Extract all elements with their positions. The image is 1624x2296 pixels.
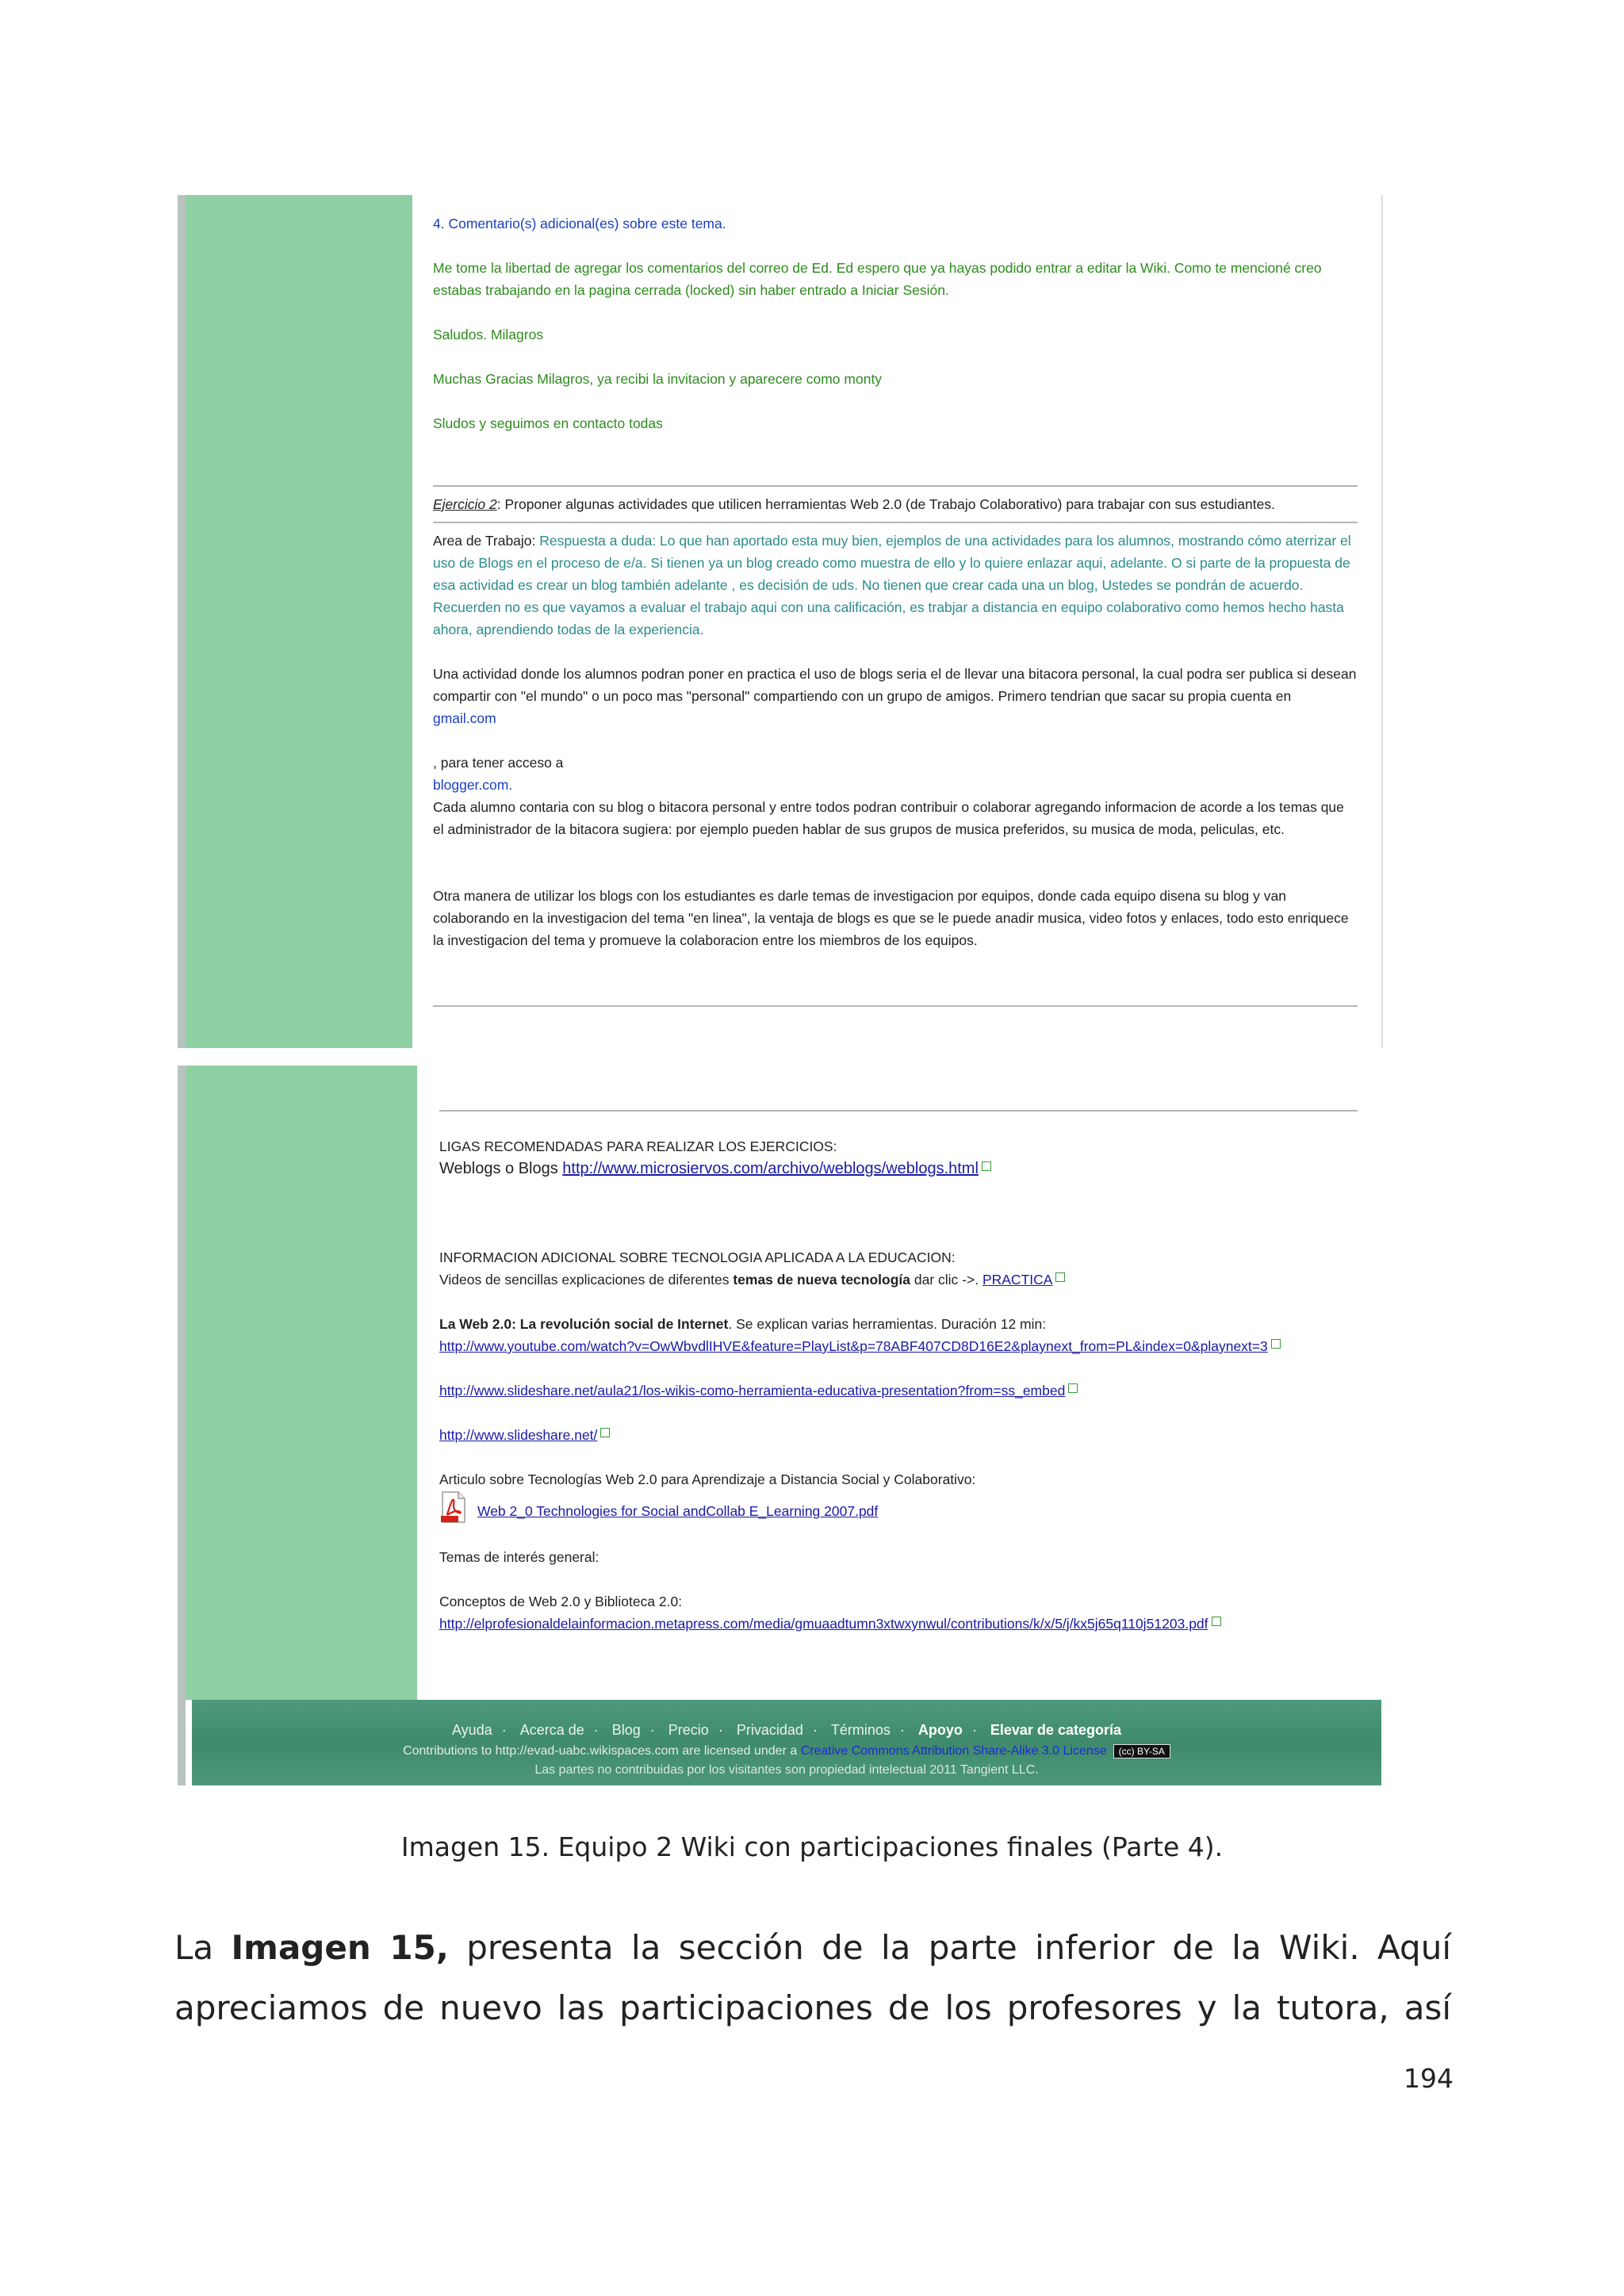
weblogs-label: Weblogs o Blogs	[439, 1160, 563, 1177]
articulo-text: Articulo sobre Tecnologías Web 2.0 para Aprendizaje a Distancia Social y Colaborativo:	[439, 1471, 976, 1487]
web20-line	[439, 1313, 1358, 1335]
videos-pre: Videos de sencillas explicaciones de diferentes	[439, 1272, 733, 1288]
metapress-link[interactable]: http://elprofesionaldelainformacion.metapress.com/media/gmuaadtumn3xtwxynwul/contributions/k/x/5/j/kx5j65q110j51203.pdf	[439, 1616, 1208, 1632]
activity-paragraph: Otra manera de utilizar los blogs con los estudiantes es darle temas de investigacion por equipos, donde cada equipo disena su blog y van colaborando en la investigacion del tema "en linea", la ventaja de blogs es que se le puede anadir musica, video fotos y enlaces, todo esto enriquece la investigacion del tema y promueve la colaboracion entre los miembros de los equipos.	[433, 888, 1349, 948]
external-link-icon	[600, 1428, 610, 1437]
comment-heading: 4. Comentario(s) adicional(es) sobre este tema.	[433, 216, 726, 232]
videos-bold: temas de nueva tecnología	[733, 1272, 911, 1288]
ligas-heading: LIGAS RECOMENDADAS PARA REALIZAR LOS EJERCICIOS:	[439, 1138, 837, 1154]
comment-paragraph: Saludos. Milagros	[433, 327, 544, 342]
pdf-attachment	[439, 1490, 1358, 1524]
area-label: Area de Trabajo:	[433, 533, 540, 549]
web20-bold: La Web 2.0: La revolución social de Internet	[439, 1316, 729, 1332]
pdf-link[interactable]: Web 2_0 Technologies for Social andCollab E_Learning 2007.pdf	[477, 1503, 879, 1519]
comment-paragraph: Me tome la libertad de agregar los comentarios del correo de Ed. Ed espero que ya hayas podido entrar a editar la Wiki. Como te mencioné creo estabas trabajando en la pagina cerrada (locked) sin haber entrado a Iniciar Sesión.	[433, 260, 1322, 298]
videos-post: dar clic ->.	[910, 1272, 982, 1288]
conceptos-text: Conceptos de Web 2.0 y Biblioteca 2.0:	[439, 1594, 683, 1609]
footer-rights: Las partes no contribuidas por los visitantes son propiedad intelectual 2011 Tangient LLC.	[534, 1763, 1039, 1777]
weblogs-line	[439, 1158, 1358, 1180]
footer-link-acerca[interactable]: Acerca de	[519, 1722, 584, 1738]
body-line	[174, 1928, 1451, 1967]
page-number: 194	[1404, 2063, 1454, 2094]
footer-nav: Ayuda · Acerca de · Blog · Precio · Privacidad · Términos · Apoyo · Elevar de categoría	[452, 1722, 1121, 1738]
wiki-sidebar	[178, 195, 412, 1048]
blogger-link[interactable]: blogger.com.	[433, 777, 513, 793]
exercise-line	[433, 493, 1358, 515]
wiki-screenshot-bottom	[178, 1066, 1381, 1785]
wiki-content-top	[433, 195, 1381, 1048]
body-text: La	[174, 1928, 232, 1967]
footer-link-ayuda[interactable]: Ayuda	[452, 1722, 492, 1738]
wiki-edge	[178, 195, 186, 1048]
external-link-icon	[1055, 1272, 1065, 1282]
gmail-link[interactable]: gmail.com	[433, 710, 496, 726]
footer-link-terminos[interactable]: Términos	[830, 1722, 891, 1738]
practica-link[interactable]: PRACTICA	[982, 1272, 1053, 1288]
info-heading: INFORMACION ADICIONAL SOBRE TECNOLOGIA APLICADA A LA EDUCACION:	[439, 1249, 956, 1265]
external-link-icon	[1271, 1339, 1281, 1349]
slideshare-line	[439, 1380, 1358, 1402]
divider	[439, 1110, 1358, 1112]
body-bold: Imagen 15,	[231, 1928, 449, 1967]
videos-line	[439, 1269, 1358, 1291]
comment-paragraph: Muchas Gracias Milagros, ya recibi la invitacion y aparecere como monty	[433, 371, 883, 387]
footer-license	[192, 1744, 1381, 1758]
metapress-line	[439, 1613, 1358, 1635]
footer-link-privacidad[interactable]: Privacidad	[736, 1722, 803, 1738]
footer-link-apoyo[interactable]: Apoyo	[917, 1722, 963, 1738]
wiki-footer	[192, 1700, 1381, 1785]
weblogs-link[interactable]: http://www.microsiervos.com/archivo/weblogs/weblogs.html	[562, 1160, 979, 1177]
activity-paragraph: Cada alumno contaria con su blog o bitacora personal y entre todos podran contribuir o colaborar agregando informacion de acorde a los temas que el administrador de la bitacora sugiera: por ejemplo pueden hablar de sus grupos de musica preferidos, su musica de moda, peliculas, etc.	[433, 799, 1344, 837]
license-link[interactable]: Creative Commons Attribution Share-Alike 3.0 License	[800, 1744, 1107, 1758]
area-text: Respuesta a duda: Lo que han aportado esta muy bien, ejemplos de una actividades para los alumnos, mostrando cómo aterrizar el uso de Blogs en el proceso de e/a. Si tienen ya un blog creado como muestra de ello y lo quiere enlazar aqui, adelante. O si parte de la propuesta de esa actividad es crear un blog también adelante , es decisión de uds. No tienen que crear cada una un blog, Ustedes se pondrán de acuerdo. Recuerden no es que vayamos a evaluar el trabajo aqui con una calificación, es trabjar a distancia en equipo colaborativo como hemos hecho hasta ahora, aprendiendo todas de la experiencia.	[433, 533, 1351, 637]
footer-link-elevar[interactable]: Elevar de categoría	[990, 1722, 1121, 1738]
web20-text: . Se explican varias herramientas. Duración 12 min:	[728, 1316, 1047, 1332]
slideshare-home-link[interactable]: http://www.slideshare.net/	[439, 1427, 598, 1443]
body-text: presenta la sección de la parte inferior de la Wiki. Aquí	[448, 1928, 1452, 1967]
wiki-screenshot-top	[178, 195, 1383, 1048]
cc-badge-icon[interactable]: (cc) BY-SA	[1113, 1744, 1170, 1758]
pdf-icon	[439, 1490, 468, 1524]
body-line: apreciamos de nuevo las participaciones de los profesores y la tutora, así	[174, 1988, 1451, 2027]
wiki-content-bottom	[439, 1066, 1381, 1700]
comment-paragraph: Sludos y seguimos en contacto todas	[433, 415, 663, 431]
exercise-text: : Proponer algunas actividades que utilicen herramientas Web 2.0 (de Trabajo Colaborativo) para trabajar con sus estudiantes.	[496, 496, 1275, 512]
slideshare-link[interactable]: http://www.slideshare.net/aula21/los-wikis-como-herramienta-educativa-presentation?from=ss_embed	[439, 1383, 1066, 1399]
footer-link-blog[interactable]: Blog	[611, 1722, 641, 1738]
figure-caption: Imagen 15. Equipo 2 Wiki con participaciones finales (Parte 4).	[400, 1831, 1224, 1862]
footer-link-precio[interactable]: Precio	[668, 1722, 709, 1738]
youtube-line	[439, 1335, 1358, 1357]
youtube-link[interactable]: http://www.youtube.com/watch?v=OwWbvdlIHVE&feature=PlayList&p=78ABF407CD8D16E2&playnext_from=PL&index=0&playnext=3	[439, 1338, 1268, 1354]
divider	[433, 522, 1358, 523]
temas-text: Temas de interés general:	[439, 1549, 599, 1565]
divider	[433, 485, 1358, 487]
wiki-sidebar	[178, 1066, 417, 1700]
external-link-icon	[1212, 1617, 1221, 1626]
activity-paragraph: , para tener acceso a	[433, 755, 564, 771]
activity-paragraph: Una actividad donde los alumnos podran poner en practica el uso de blogs seria el de llevar una bitacora personal, la cual podra ser publica si desean compartir con "el mundo" o un poco mas "personal" compartiendo con un grupo de amigos. Primero tendrian que sacar su propia cuenta en	[433, 666, 1357, 704]
external-link-icon	[1068, 1383, 1078, 1393]
external-link-icon	[982, 1161, 991, 1171]
slideshare-line	[439, 1424, 1358, 1446]
wiki-edge	[178, 1066, 186, 1785]
exercise-label: Ejercicio 2	[433, 496, 497, 512]
license-text: Contributions to http://evad-uabc.wikispaces.com are licensed under a	[403, 1744, 801, 1758]
divider	[433, 1005, 1358, 1007]
area-paragraph	[433, 530, 1358, 641]
